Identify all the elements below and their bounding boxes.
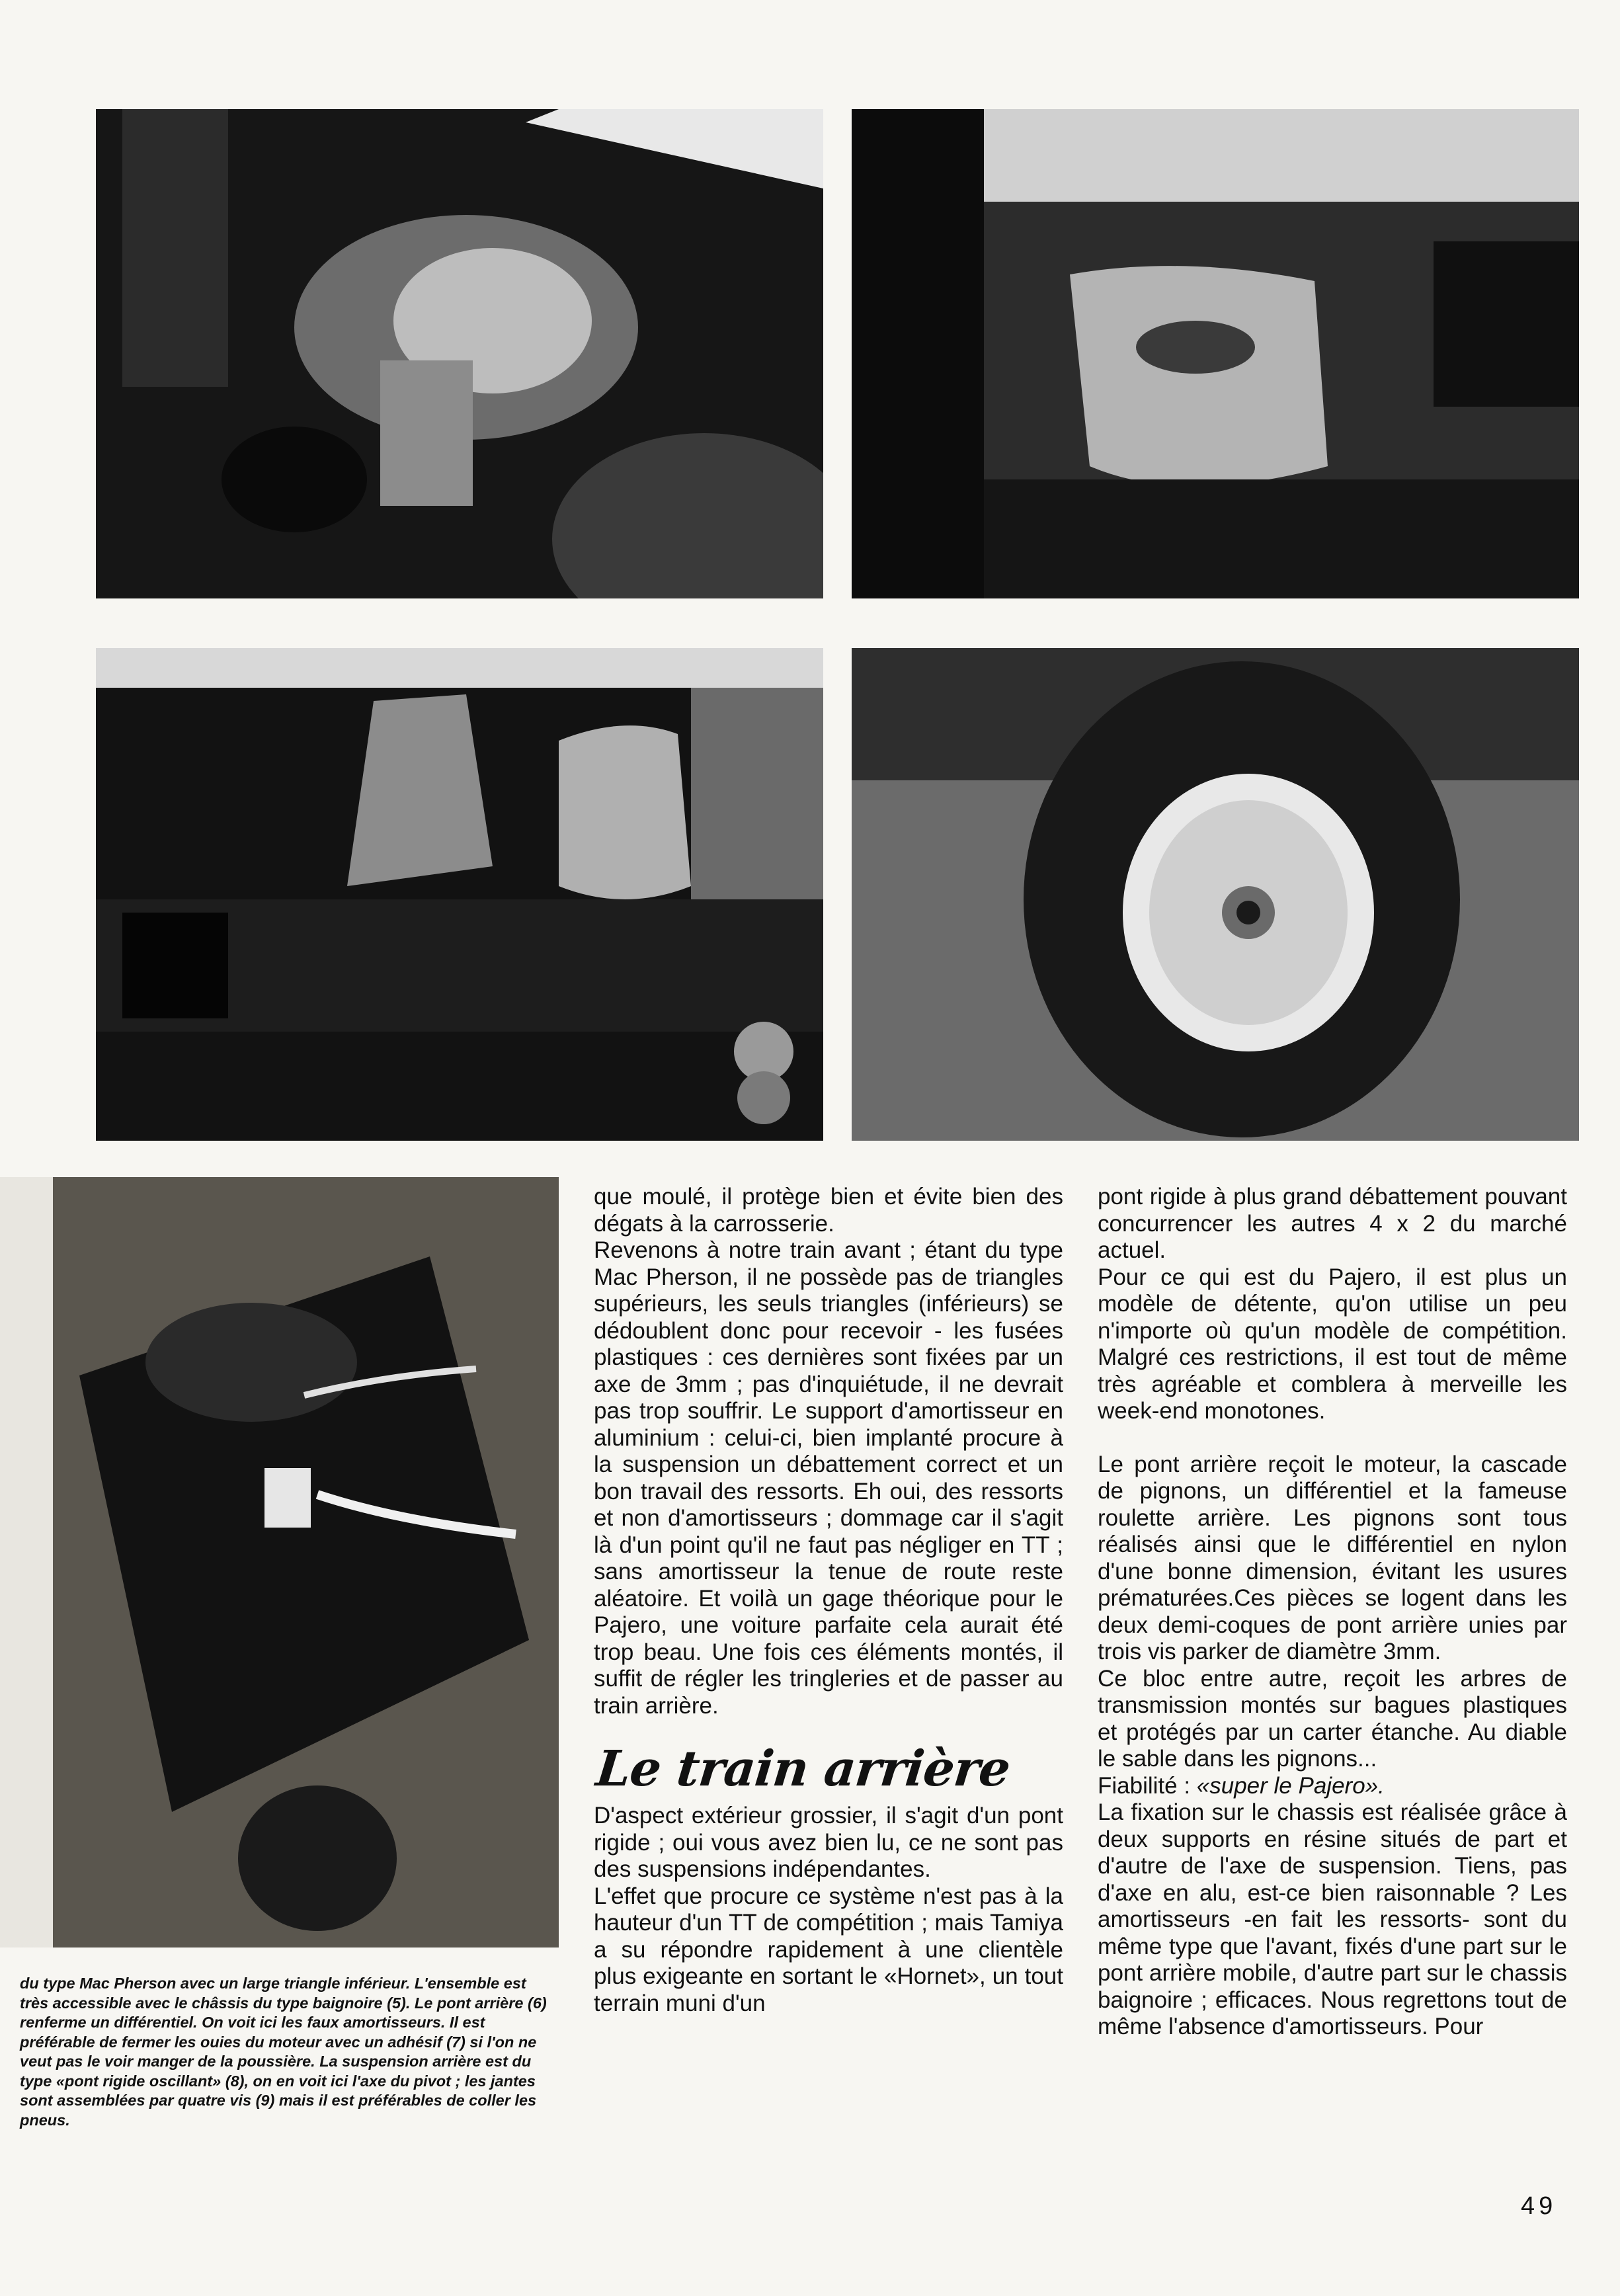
page-number: 49 bbox=[1521, 2192, 1557, 2220]
paragraph: D'aspect extérieur grossier, il s'agit d'un pont rigide ; oui vous avez bien lu, ce ne sont pas des suspensions indépendantes. bbox=[594, 1803, 1063, 1882]
paragraph: Ce bloc entre autre, reçoit les arbres de transmission montés sur bagues plastiques et protégés par un carter étanche. Au diable le sable dans les pignons... bbox=[1098, 1665, 1567, 1772]
photo-chassis-underside bbox=[0, 1177, 559, 1948]
paragraph: La fixation sur le chassis est réalisée grâce à deux supports en résine situés de part et d'autre de l'axe de suspension. Tiens, pas d'axe en alu, est-ce bien raisonnable ? Les amortisseurs -en fait les ressorts- sont du même type que l'avant, fixés d'une part sur le pont arrière mobile, d'autre part sur le chassis baignoire ; efficaces. Nous regrettons tout de même l'absence d'amortisseurs. Pour bbox=[1098, 1799, 1567, 2039]
paragraph: L'effet que procure ce système n'est pas à la hauteur d'un TT de compétition ; mais Tamiya a su répondre rapidement à une clientèle plus exigeante en sortant le «Hornet», un tout terrain muni d'un bbox=[594, 1883, 1063, 2016]
photo-shock-mount bbox=[852, 109, 1579, 598]
section-heading: Le train arrière bbox=[593, 1741, 1013, 1797]
paragraph: Le pont arrière reçoit le moteur, la cascade de pignons, un différentiel et la fameuse roulette arrière. Les pignons sont tous réalisés ainsi que le différentiel en nylon d'une bonne dimension, évitant les usures prématurées.Ces pièces se logent dans les deux demi-coques de pont arrière unies par trois vis parker de diamètre 3mm. bbox=[1098, 1451, 1567, 1664]
paragraph: Pour ce qui est du Pajero, il est plus un modèle de détente, qu'on utilise un peu n'importe où qu'un modèle de compétition. Malgré ces restrictions, il est tout de même très agréable et comblera à merveille les week-end monotones. bbox=[1098, 1264, 1567, 1424]
paragraph: Revenons à notre train avant ; étant du type Mac Pherson, il ne possède pas de triangles supérieurs, les seuls triangles (inférieurs) se dédoublent donc pour recevoir - les fusées plastiques : ces dernières sont fixées par un axe de 3mm ; pas d'inquiétude, il ne devrait pas trop souffrir. Le support d'amortisseur en aluminium : celui-ci, bien implanté procure à la suspension un débattement correct et un bon travail des ressorts. Eh oui, des ressorts et non d'amortisseurs ; dommage car il s'agit là d'un point qu'il ne faut pas négliger en TT ; sans amortisseur la tenue de route reste aléatoire. Et voilà un gage théorique pour le Pajero, une voiture parfaite cela aurait été trop beau. Une fois ces éléments montés, il suffit de régler les tringleries et de passer au train arrière. bbox=[594, 1237, 1063, 1719]
photo-caption: du type Mac Pherson avec un large triangle inférieur. L'ensemble est très accessible avec le châssis du type baignoire (5). Le pont arrière (6) renferme un différentiel. On voit ici les faux amortisseurs. Il est préférable de fermer les ouies du moteur avec un adhésif (7) si l'on ne veut pas le voir manger de la poussière. La suspension arrière est du type «pont rigide oscillant» (8), on en voit ici l'axe du pivot ; les jantes sont assemblées par quatre vis (9) mais il est préférables de coller les pneus. bbox=[20, 1975, 547, 2129]
quote: «super le Pajero». bbox=[1196, 1772, 1385, 1799]
paragraph: que moulé, il protège bien et évite bien des dégats à la carrosserie. bbox=[594, 1184, 1063, 1237]
photo-rear-axle bbox=[96, 648, 823, 1141]
text-column-middle bbox=[594, 1184, 1063, 2017]
label: Fiabilité : bbox=[1098, 1772, 1197, 1799]
paragraph bbox=[1098, 1773, 1567, 1800]
text-column-right bbox=[1098, 1184, 1567, 2041]
photo-motor-gearbox bbox=[96, 109, 823, 598]
photo-wheel-tire bbox=[852, 648, 1579, 1141]
paragraph: pont rigide à plus grand débattement pouvant concurrencer les autres 4 x 2 du marché actuel. bbox=[1098, 1184, 1567, 1263]
